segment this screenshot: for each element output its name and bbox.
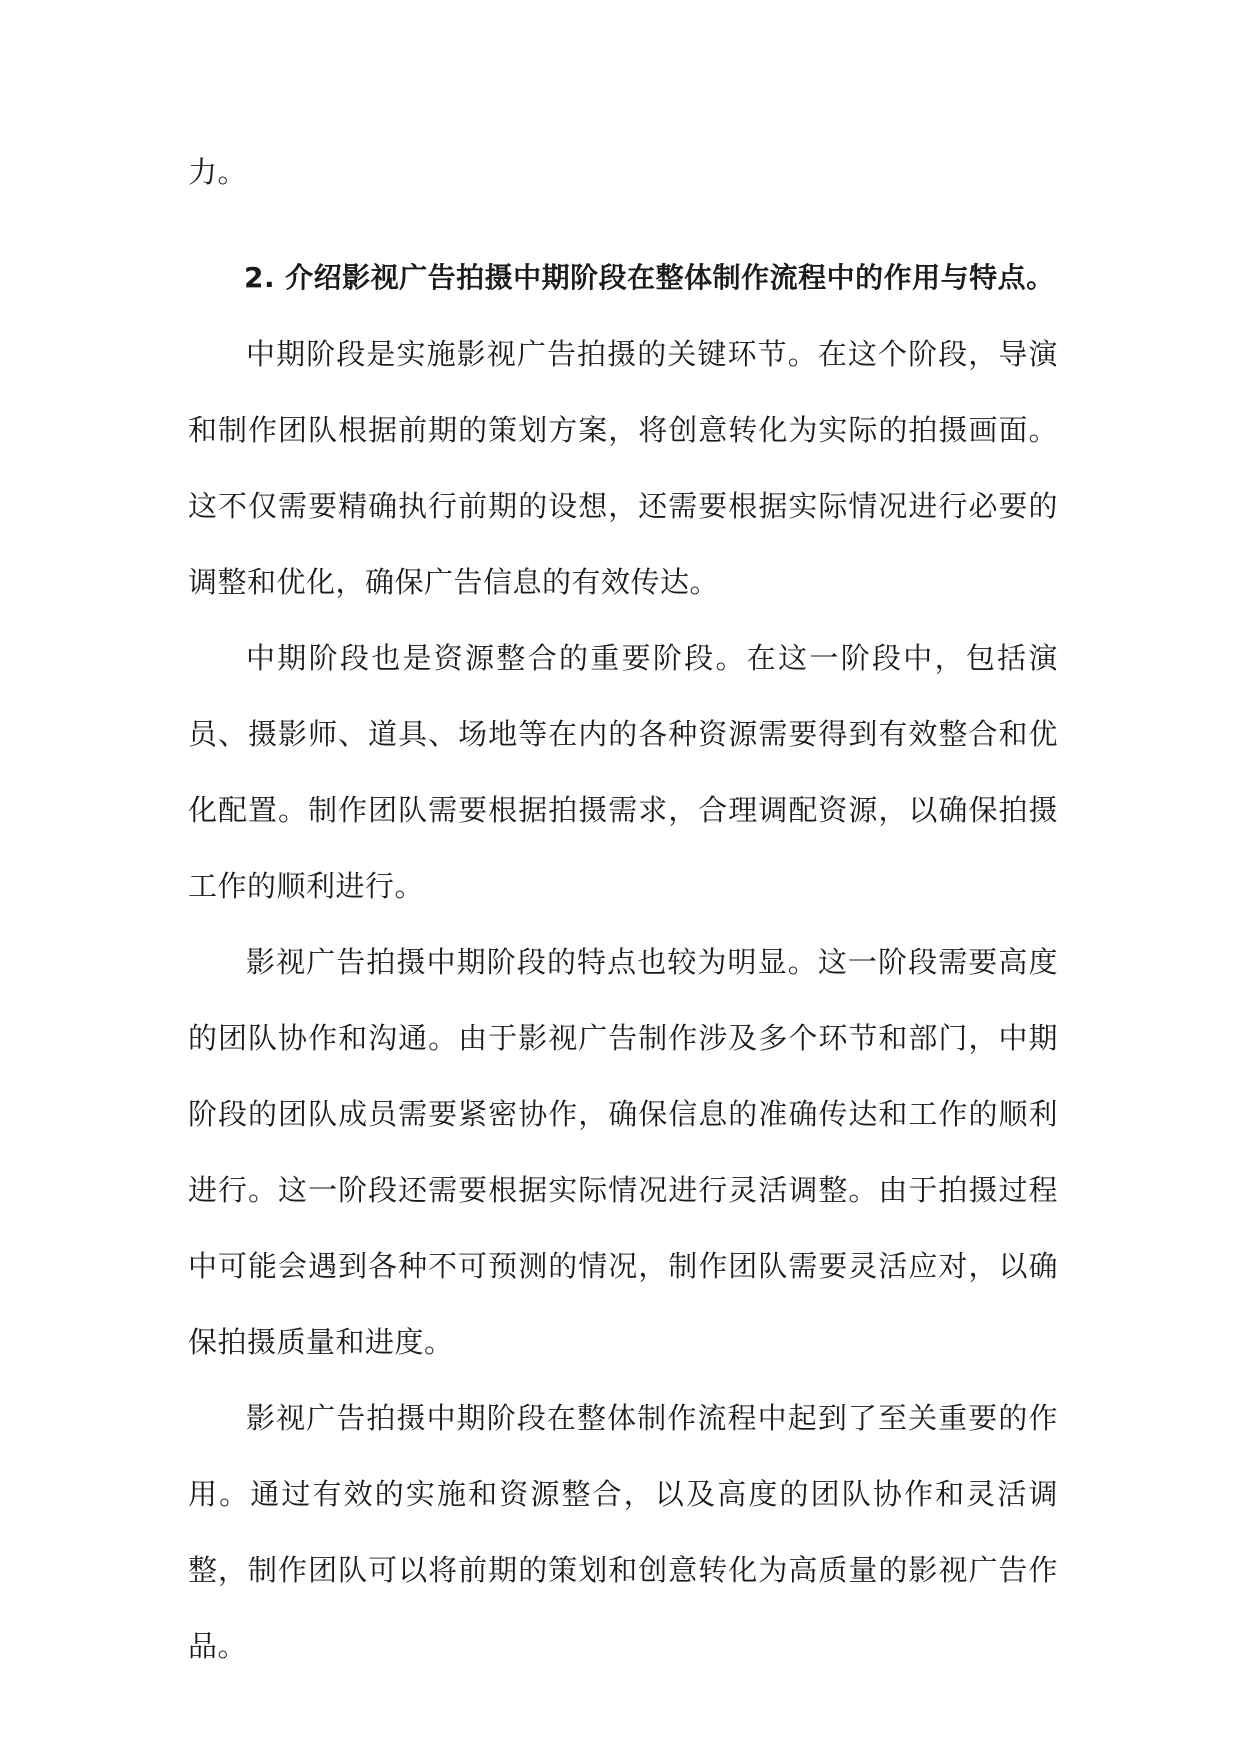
section-number: 2. [244, 261, 276, 294]
section-title: 介绍影视广告拍摄中期阶段在整体制作流程中的作用与特点。 [285, 261, 1055, 294]
paragraph-3: 影视广告拍摄中期阶段的特点也较为明显。这一阶段需要高度的团队协作和沟通。由于影视广告制作涉及多个环节和部门，中期阶段的团队成员需要紧密协作，确保信息的准确传达和工作的顺利进行。这一阶段还需要根据实际情况进行灵活调整。由于拍摄过程中可能会遇到各种不可预测的情况，制作团队需要灵活应对，以确保拍摄质量和进度。 [188, 945, 1058, 1359]
paragraph-4: 影视广告拍摄中期阶段在整体制作流程中起到了至关重要的作用。通过有效的实施和资源整合，以及高度的团队协作和灵活调整，制作团队可以将前期的策划和创意转化为高质量的影视广告作品。 [188, 1401, 1058, 1663]
paragraph-2: 中期阶段也是资源整合的重要阶段。在这一阶段中，包括演员、摄影师、道具、场地等在内的各种资源需要得到有效整合和优化配置。制作团队需要根据拍摄需求，合理调配资源，以确保拍摄工作的顺利进行。 [188, 641, 1058, 903]
section-heading [244, 240, 1074, 316]
carry-over-text: 力。 [188, 155, 248, 189]
paragraph-1: 中期阶段是实施影视广告拍摄的关键环节。在这个阶段，导演和制作团队根据前期的策划方案，将创意转化为实际的拍摄画面。这不仅需要精确执行前期的设想，还需要根据实际情况进行必要的调整和优化，确保广告信息的有效传达。 [188, 337, 1058, 599]
